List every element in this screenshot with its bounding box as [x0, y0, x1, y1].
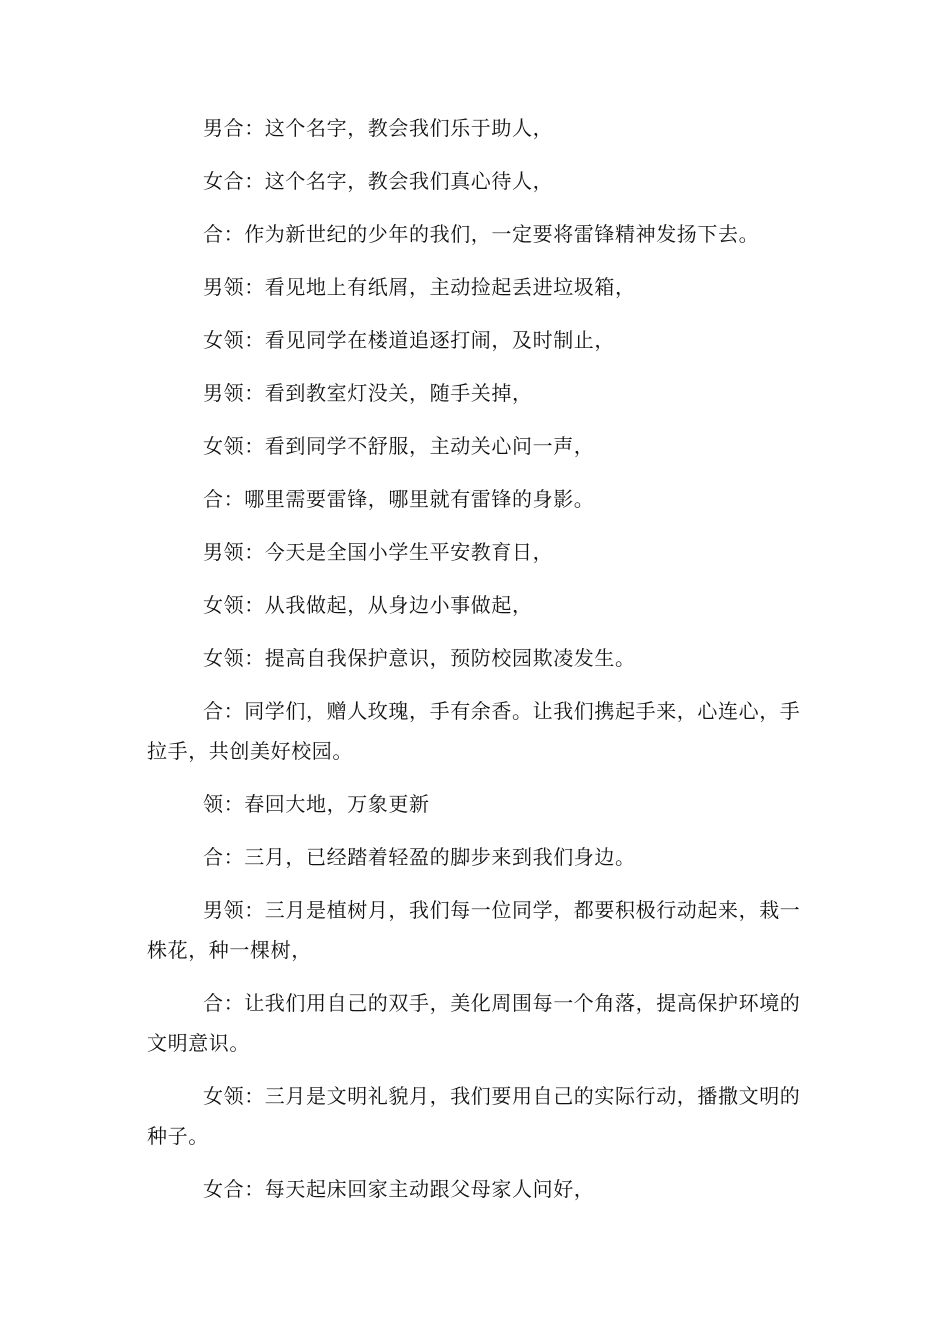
paragraph: 女合：这个名字，教会我们真心待人， — [203, 169, 554, 193]
paragraph: 女领：三月是文明礼貌月，我们要用自己的实际行动，播撒文明的种子。 — [147, 1084, 801, 1148]
paragraph: 合：三月，已经踏着轻盈的脚步来到我们身边。 — [203, 845, 636, 869]
paragraph: 男领：三月是植树月，我们每一位同学，都要积极行动起来，栽一株花，种一棵树， — [147, 898, 801, 962]
paragraph: 女领：看到同学不舒服，主动关心问一声， — [203, 434, 595, 458]
paragraph: 领：春回大地，万象更新 — [203, 792, 430, 816]
paragraph: 合：同学们，赠人玫瑰，手有余香。让我们携起手来，心连心，手拉手，共创美好校园。 — [147, 699, 801, 763]
paragraph: 女领：从我做起，从身边小事做起， — [203, 593, 533, 617]
paragraph: 合：让我们用自己的双手，美化周围每一个角落，提高保护环境的文明意识。 — [147, 991, 801, 1055]
paragraph: 男领：看到教室灯没关，随手关掉， — [203, 381, 533, 405]
paragraph: 男领：看见地上有纸屑，主动捡起丢进垃圾箱， — [203, 275, 636, 299]
paragraph: 合：作为新世纪的少年的我们，一定要将雷锋精神发扬下去。 — [203, 222, 760, 246]
paragraph: 女领：提高自我保护意识，预防校园欺凌发生。 — [203, 646, 636, 670]
paragraph: 男领：今天是全国小学生平安教育日， — [203, 540, 554, 564]
paragraph: 女合：每天起床回家主动跟父母家人问好， — [203, 1177, 595, 1201]
paragraph: 女领：看见同学在楼道追逐打闹，及时制止， — [203, 328, 615, 352]
paragraph: 男合：这个名字，教会我们乐于助人， — [203, 116, 554, 140]
paragraph: 合：哪里需要雷锋，哪里就有雷锋的身影。 — [203, 487, 595, 511]
document-body — [147, 108, 807, 1222]
